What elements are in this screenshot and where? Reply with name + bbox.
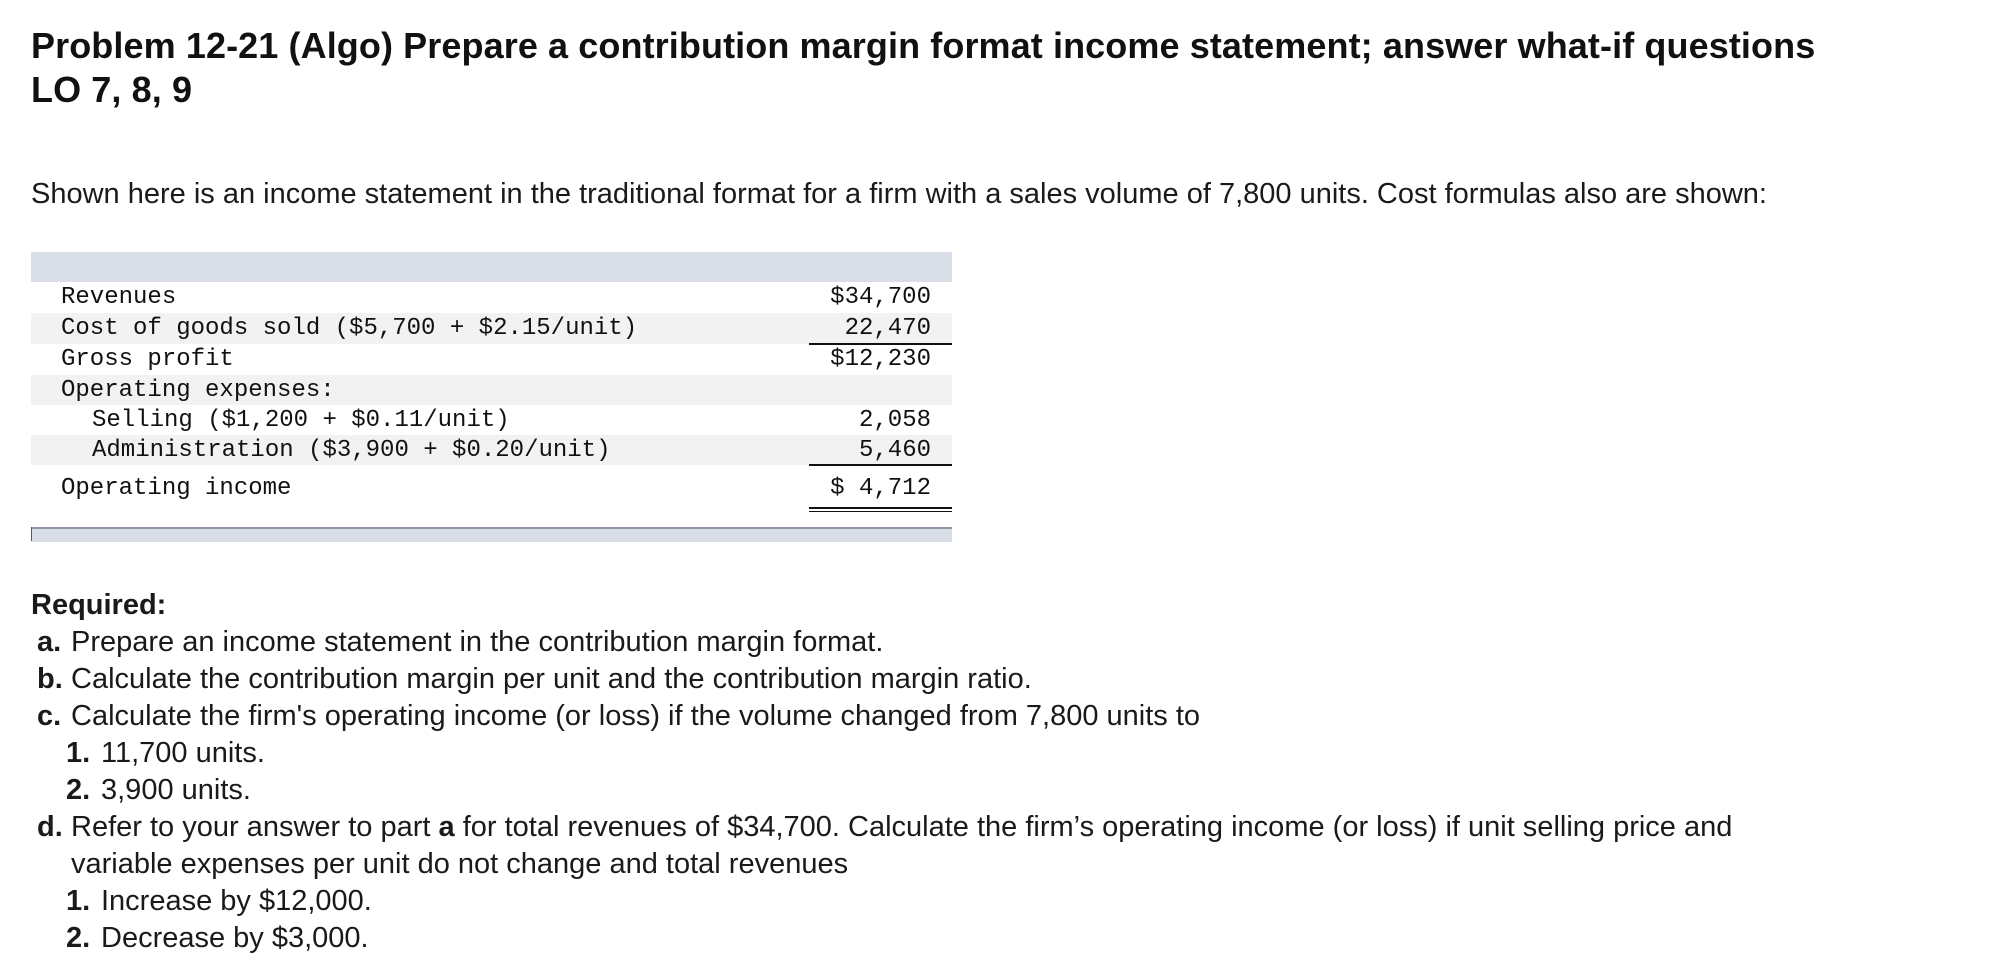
- subtotal-underline: [809, 464, 952, 466]
- requirement-marker: a.: [37, 626, 62, 658]
- sub-requirement-text: Increase by $12,000.: [101, 885, 372, 917]
- table-row-selling: [31, 405, 952, 435]
- requirement-d-1: [31, 883, 1732, 920]
- requirement-text: Calculate the contribution margin per unit and the contribution margin ratio.: [71, 663, 1032, 695]
- row-label: Gross profit: [61, 346, 234, 373]
- requirement-c-1: [31, 735, 1732, 772]
- row-label: Operating income: [61, 475, 292, 502]
- row-amount: $34,700: [830, 284, 931, 311]
- intro-text: Shown here is an income statement in the traditional format for a firm with a sales volume of 7,800 units. Cost formulas also are shown:: [31, 178, 1767, 210]
- row-label: Selling ($1,200 + $0.11/unit): [92, 407, 510, 434]
- requirement-text-start: Refer to your answer to part: [71, 811, 439, 843]
- requirement-text-end: for total revenues of $34,700. Calculate the firm’s operating income (or loss) if unit selling price and: [454, 811, 1733, 843]
- requirement-d-2: [31, 920, 1732, 957]
- requirement-marker: c.: [37, 700, 62, 732]
- requirement-b: [31, 661, 1732, 698]
- required-heading: Required:: [31, 589, 167, 621]
- table-row-gross-profit: [31, 344, 952, 375]
- total-double-underline-top: [809, 507, 952, 509]
- requirement-marker: d.: [37, 811, 63, 843]
- row-label: Cost of goods sold ($5,700 + $2.15/unit): [61, 315, 638, 342]
- table-header-bar: [31, 252, 952, 282]
- total-double-underline-bottom: [809, 511, 952, 512]
- requirement-d-continued: variable expenses per unit do not change and total revenues: [71, 848, 849, 880]
- sub-requirement-marker: 2.: [66, 922, 91, 954]
- row-amount: 5,460: [858, 437, 931, 464]
- row-amount: $ 4,712: [830, 475, 931, 502]
- problem-title: [31, 24, 1981, 112]
- income-statement-table: [31, 252, 952, 541]
- required-section: [31, 587, 1732, 957]
- requirement-marker: b.: [37, 663, 63, 695]
- table-row-cogs: [31, 313, 952, 344]
- table-footer-bar: [31, 527, 952, 542]
- sub-requirement-text: 3,900 units.: [101, 774, 251, 806]
- row-label: Operating expenses:: [61, 377, 335, 404]
- requirement-text: Prepare an income statement in the contribution margin format.: [71, 626, 884, 658]
- sub-requirement-marker: 2.: [66, 774, 91, 806]
- requirement-a: [31, 624, 1732, 661]
- problem-title-line2: LO 7, 8, 9: [31, 69, 193, 110]
- table-row-operating-income: [31, 473, 952, 509]
- table-footer-tick: [31, 527, 32, 541]
- row-amount: $12,230: [830, 346, 931, 373]
- table-row-administration: [31, 435, 952, 465]
- row-amount: 22,470: [844, 315, 931, 342]
- row-amount: 2,058: [858, 407, 931, 434]
- sub-requirement-marker: 1.: [66, 737, 91, 769]
- sub-requirement-marker: 1.: [66, 885, 91, 917]
- table-row-operating-expenses: [31, 375, 952, 405]
- requirement-d: [31, 809, 1732, 846]
- problem-header: [31, 24, 1981, 112]
- sub-requirement-text: 11,700 units.: [101, 737, 265, 769]
- table-row-revenues: [31, 282, 952, 313]
- requirement-c: [31, 698, 1732, 735]
- requirement-c-2: [31, 772, 1732, 809]
- requirement-part-ref: a: [438, 811, 455, 843]
- row-label: Administration ($3,900 + $0.20/unit): [92, 437, 611, 464]
- sub-requirement-text: Decrease by $3,000.: [101, 922, 369, 954]
- row-label: Revenues: [61, 284, 177, 311]
- problem-title-line1: Problem 12-21 (Algo) Prepare a contribution margin format income statement; answer what-if questions: [31, 25, 1816, 66]
- requirement-text: Calculate the firm's operating income (or loss) if the volume changed from 7,800 units to: [71, 700, 1201, 732]
